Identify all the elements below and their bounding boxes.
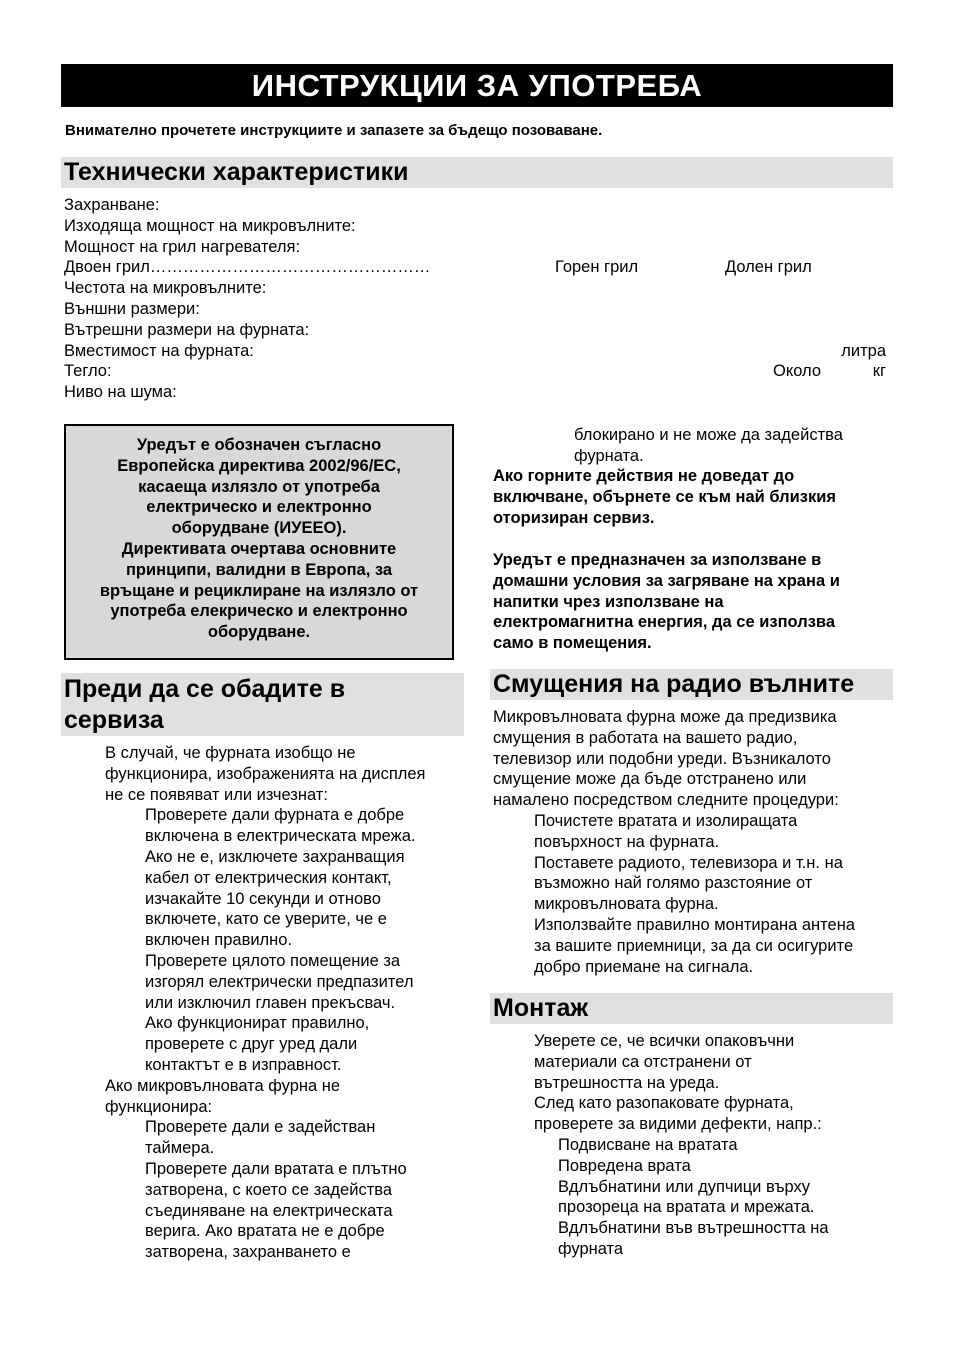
text-line: Ако не е, изключете захранващия (145, 847, 405, 866)
text-line: проверете с друг уред дали (145, 1035, 358, 1054)
text-line: съединяване на електрическата (145, 1201, 393, 1220)
text-line: Вдлъбнатини или дупчици върху (558, 1177, 810, 1196)
text-line: функционира, изображенията на дисплея (105, 764, 426, 783)
text-line: Проверете цялото помещение за (145, 951, 401, 970)
radio-heading: Смущения на радио вълните (490, 669, 893, 700)
text-line: само в помещения. (493, 634, 652, 653)
text-line: затворена, захранването е (145, 1243, 351, 1262)
weee-line: Директивата очертава основните (121, 539, 397, 558)
text-line: не се появяват или изчезнат: (105, 785, 328, 804)
weee-notice-box (64, 424, 454, 660)
text-line: включен правилно. (145, 931, 293, 950)
text-line: Проверете дали вратата е плътно (145, 1159, 407, 1178)
spec-microwave-output: Изходяща мощност на микровълните: (64, 216, 356, 235)
radio-steps (534, 811, 894, 977)
text-line: Микровълновата фурна може да предизвика (493, 708, 837, 726)
text-line: блокирано и не може да задейства (574, 426, 843, 444)
text-line: Използвайте правилно монтирана антена (534, 915, 856, 934)
text-line: проверете за видими дефекти, напр.: (534, 1115, 822, 1134)
text-line: материали са отстранени от (534, 1052, 752, 1071)
spec-frequency: Честота на микровълните: (64, 279, 267, 298)
weee-line: касаеща излязло от употреба (138, 477, 380, 496)
text-line: електромагнитна енергия, да се използва (493, 613, 835, 632)
spec-weight-unit: кг (872, 362, 886, 381)
weee-line: електрическо и електронно (146, 498, 372, 517)
text-line: Проверете дали е задействан (145, 1118, 376, 1137)
text-line: оторизиран сервиз. (493, 508, 655, 527)
text-line: фурната (558, 1239, 624, 1258)
spec-capacity-row (64, 341, 888, 362)
specs-heading: Технически характеристики (61, 157, 893, 188)
text-line: за вашите приемници, за да си осигурите (534, 936, 854, 955)
text-line: Уверете се, че всички опаковъчни (534, 1032, 795, 1050)
weee-line: оборудване (ИУЕЕО). (171, 519, 347, 538)
text-line: смущения в работата на вашето радио, (493, 728, 798, 747)
spec-weight-approx: Около (773, 362, 822, 381)
page-title: ИНСТРУКЦИИ ЗА УПОТРЕБА (61, 64, 893, 107)
spec-top-grill: Горен грил (555, 258, 639, 277)
text-line: Ако функционират правилно, (145, 1014, 370, 1033)
text-line: Уредът е предназначен за използване в (493, 551, 822, 569)
text-line: добро приемане на сигнала. (534, 957, 754, 976)
text-line: кабел от електрическия контакт, (145, 868, 392, 887)
service-heading (61, 673, 464, 736)
weee-line: Европейска директива 2002/96/ЕС, (117, 456, 401, 475)
text-line: Почистете вратата и изолиращата (534, 812, 798, 830)
install-heading: Монтаж (490, 993, 893, 1024)
spec-capacity-unit: литра (841, 341, 886, 360)
text-line: напитки чрез използване на (493, 592, 724, 611)
text-line: прозореца на вратата и мрежата. (558, 1198, 815, 1217)
text-line: контактът е в изправност. (145, 1055, 342, 1074)
contact-service-note (493, 466, 893, 528)
weee-line: употреба елекрическо и електронно (110, 602, 408, 621)
service-heading-line2: сервиза (64, 706, 164, 734)
install-text (493, 1031, 893, 1260)
spec-inner-dimensions: Вътрешни размери на фурната: (64, 320, 310, 339)
text-line: телевизор или подобни уреди. Възникалото (493, 749, 831, 768)
text-line: намалено посредством следните процедури: (493, 791, 839, 810)
spec-grill-power: Мощност на грил нагревателя: (64, 237, 301, 256)
text-line: След като разопаковате фурната, (534, 1094, 794, 1113)
service-heading-line1: Преди да се обадите в (64, 675, 346, 703)
service-text (64, 743, 474, 1263)
intro-note: Внимателно прочетете инструкциите и запазете за бъдещо позоваване. (65, 122, 603, 139)
text-line: Вдлъбнатини във вътрешността на (558, 1219, 829, 1238)
text-line: вътрешността на уреда. (534, 1073, 720, 1092)
spec-weight: Тегло: (64, 362, 112, 381)
text-line: функционира: (105, 1097, 213, 1116)
weee-line: Уредът е обозначен съгласно (136, 436, 382, 454)
text-line: микровълновата фурна. (534, 895, 719, 914)
spec-noise: Ниво на шума: (64, 383, 177, 402)
text-line: Повредена врата (558, 1156, 691, 1175)
text-line: възможно най голямо разстояние от (534, 874, 813, 893)
weee-line: принципи, валидни в Европа, за (125, 560, 393, 579)
text-line: Поставете радиото, телевизора и т.н. на (534, 853, 843, 872)
text-line: включена в електрическата мрежа. (145, 827, 416, 846)
text-line: В случай, че фурната изобщо не (105, 744, 356, 762)
text-line: таймера. (145, 1139, 215, 1158)
spec-bottom-grill: Долен грил (725, 258, 812, 277)
text-line: фурната. (574, 446, 644, 465)
intended-use-note (493, 550, 893, 654)
text-line: смущение може да бъде отстранено или (493, 770, 807, 789)
spec-capacity: Вместимост на фурната: (64, 341, 254, 360)
service-continued (574, 425, 894, 467)
radio-intro (493, 707, 893, 811)
text-line: Ако микровълновата фурна не (105, 1076, 341, 1095)
weee-line: връщане и рециклиране на излязло от (99, 581, 419, 600)
text-line: изгорял електрически предпазител (145, 972, 414, 991)
text-line: домашни условия за загряване на храна и (493, 571, 840, 590)
text-line: затворена, с което се задейства (145, 1180, 393, 1199)
text-line: включете, като се уверите, че е (145, 910, 387, 929)
text-line: верига. Ако вратата не е добре (145, 1222, 385, 1241)
specs-list (64, 195, 888, 403)
spec-dual-grill: Двоен грил…………………………………………… (64, 258, 431, 277)
text-line: включване, обърнете се към най близкия (493, 487, 836, 506)
spec-outer-dimensions: Външни размери: (64, 299, 200, 318)
text-line: Ако горните действия не доведат до (493, 467, 795, 485)
spec-weight-row (64, 361, 888, 382)
spec-dual-grill-row (64, 257, 888, 278)
text-line: Подвисване на вратата (558, 1135, 738, 1154)
spec-power-supply: Захранване: (64, 196, 160, 214)
text-line: повърхност на фурната. (534, 832, 720, 851)
text-line: или изключил главен прекъсвач. (145, 993, 396, 1012)
weee-line: оборудване. (207, 623, 311, 642)
text-line: Проверете дали фурната е добре (145, 806, 405, 825)
text-line: изчакайте 10 секунди и отново (145, 889, 381, 908)
